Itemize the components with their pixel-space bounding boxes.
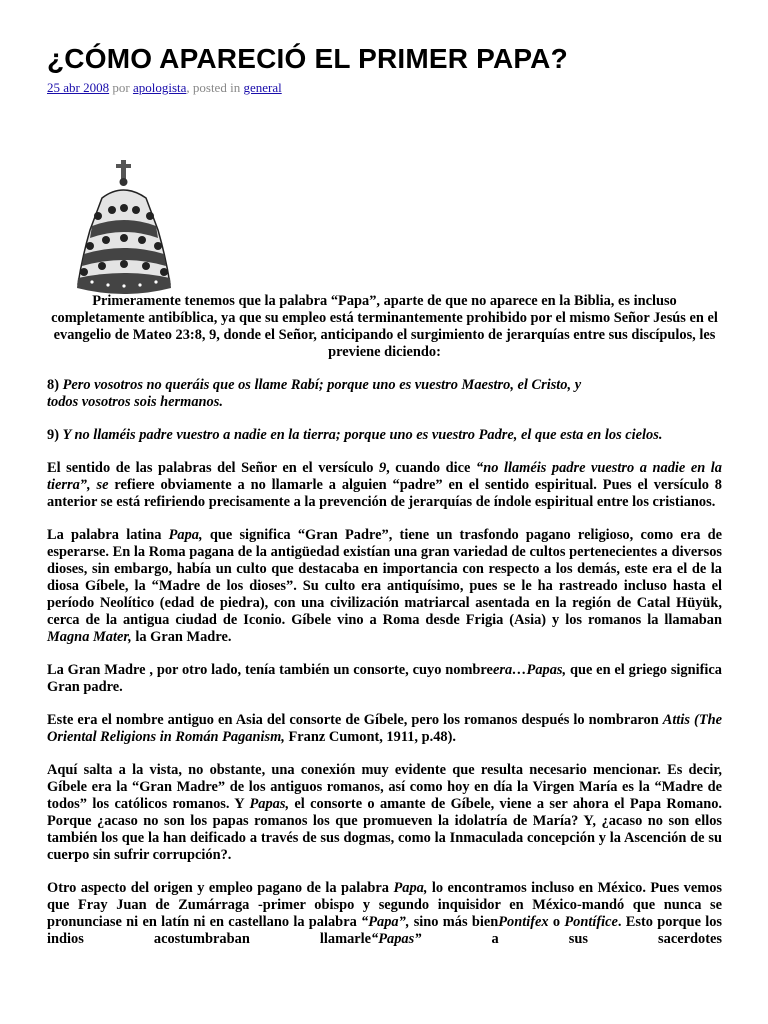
paragraph-attis: Este era el nombre antiguo en Asia del consorte de Gíbele, pero los romanos después lo nombraron Attis (The Oriental Religions in Román Paganism, Franz Cumont, 1911, p.48). (47, 712, 722, 745)
papal-tiara-icon (62, 158, 187, 306)
verse-9-text: Y no llaméis padre vuestro a nadie en la tierra; porque uno es vuestro Padre, el que esta en los cielos. (62, 427, 663, 443)
verse-8-number: 8) (47, 377, 63, 393)
intro-paragraph: Primeramente tenemos que la palabra “Papa”, aparte de que no aparece en la Biblia, es incluso completamente antibíblica, ya que su empleo está terminantemente prohibido por el mismo Señor Jesús en el evangelio de Mateo 23:8, 9, donde el Señor, anticipando el surgimiento de jerarquías entre sus discípulos, les previene diciendo: (51, 293, 718, 360)
paragraph-consort: La Gran Madre , por otro lado, tenía también un consorte, cuyo nombreera…Papas, que en el griego significa Gran padre. (47, 662, 723, 695)
meta-posted-in: , posted in (186, 80, 244, 95)
author-link[interactable]: apologista (132, 80, 187, 95)
post-title: ¿CÓMO APARECIÓ EL PRIMER PAPA? (47, 43, 568, 74)
paragraph-connection: Aquí salta a la vista, no obstante, una conexión muy evidente que resulta necesario mencionar. Es decir, Gíbele era la “Gran Madre” de los antiguos romanos, así como hoy en día la Virgen María es la “Madre de todos” los católicos romanos. Y Papas, el consorte o amante de Gíbele, viene a ser ahora el Papa Romano. Porque ¿acaso no son los papas romanos los que promueven la idolatría de María? Y, ¿acaso no son ellos también los que la han deificado a través de sus dogmas, como la Inmaculada concepción y la Ascención de su cuerpo sin sufrir corrupción?. (47, 762, 722, 863)
post-content (47, 293, 722, 964)
meta-by: por (109, 80, 133, 95)
post-date-link[interactable]: 25 abr 2008 (47, 80, 110, 95)
verse-8-text: Pero vosotros no queráis que os llame Rabí; porque uno es vuestro Maestro, el Cristo, y (62, 377, 582, 393)
post-meta (47, 80, 282, 96)
verse-8-text-cont: todos vosotros sois hermanos. (47, 394, 223, 410)
category-link[interactable]: general (243, 80, 282, 95)
verse-8 (47, 377, 722, 411)
verse-9 (47, 427, 722, 444)
paragraph-mexico: Otro aspecto del origen y empleo pagano de la palabra Papa, lo encontramos incluso en México. Pues vemos que Fray Juan de Zumárraga -primer obispo y segundo inquisidor en México-mandó que nunca se pronunciase ni en latín ni en castellano la palabra “Papa”, sino más bienPontifex o Pontífice. Esto porque los indios acostumbraban llamarle“Papas” a sus sacerdotes (47, 880, 723, 947)
paragraph-meaning: El sentido de las palabras del Señor en el versículo 9, cuando dice “no llaméis padre vuestro a nadie en la tierra”, se refiere obviamente a no llamarle a alguien “padre” en el sentido espiritual. Pues el versículo 8 anterior se está refiriendo precisamente a la prevención de jerarquías de índole espiritual entre los cristianos. (47, 460, 722, 510)
verse-9-number: 9) (47, 427, 63, 443)
paragraph-latin-word: La palabra latina Papa, que significa “Gran Padre”, tiene un trasfondo pagano religioso, como era de esperarse. En la Roma pagana de la antigüedad existían una gran variedad de cultos pertenecientes a diversos dioses, sin embargo, había un culto que destacaba en importancia con respecto a los demás, este era el de la diosa Gíbele, la “Madre de los dioses”. Su culto era antiquísimo, pues se le ha rastreado incluso hasta el período Neolítico (edad de piedra), con una civilización matriarcal asentada en la región de Catal Hüyük, cerca de la antigua ciudad de Iconio. Gíbele vino a Roma desde Frigia (Asia) y los romanos la llamaban Magna Mater, la Gran Madre. (47, 527, 723, 645)
